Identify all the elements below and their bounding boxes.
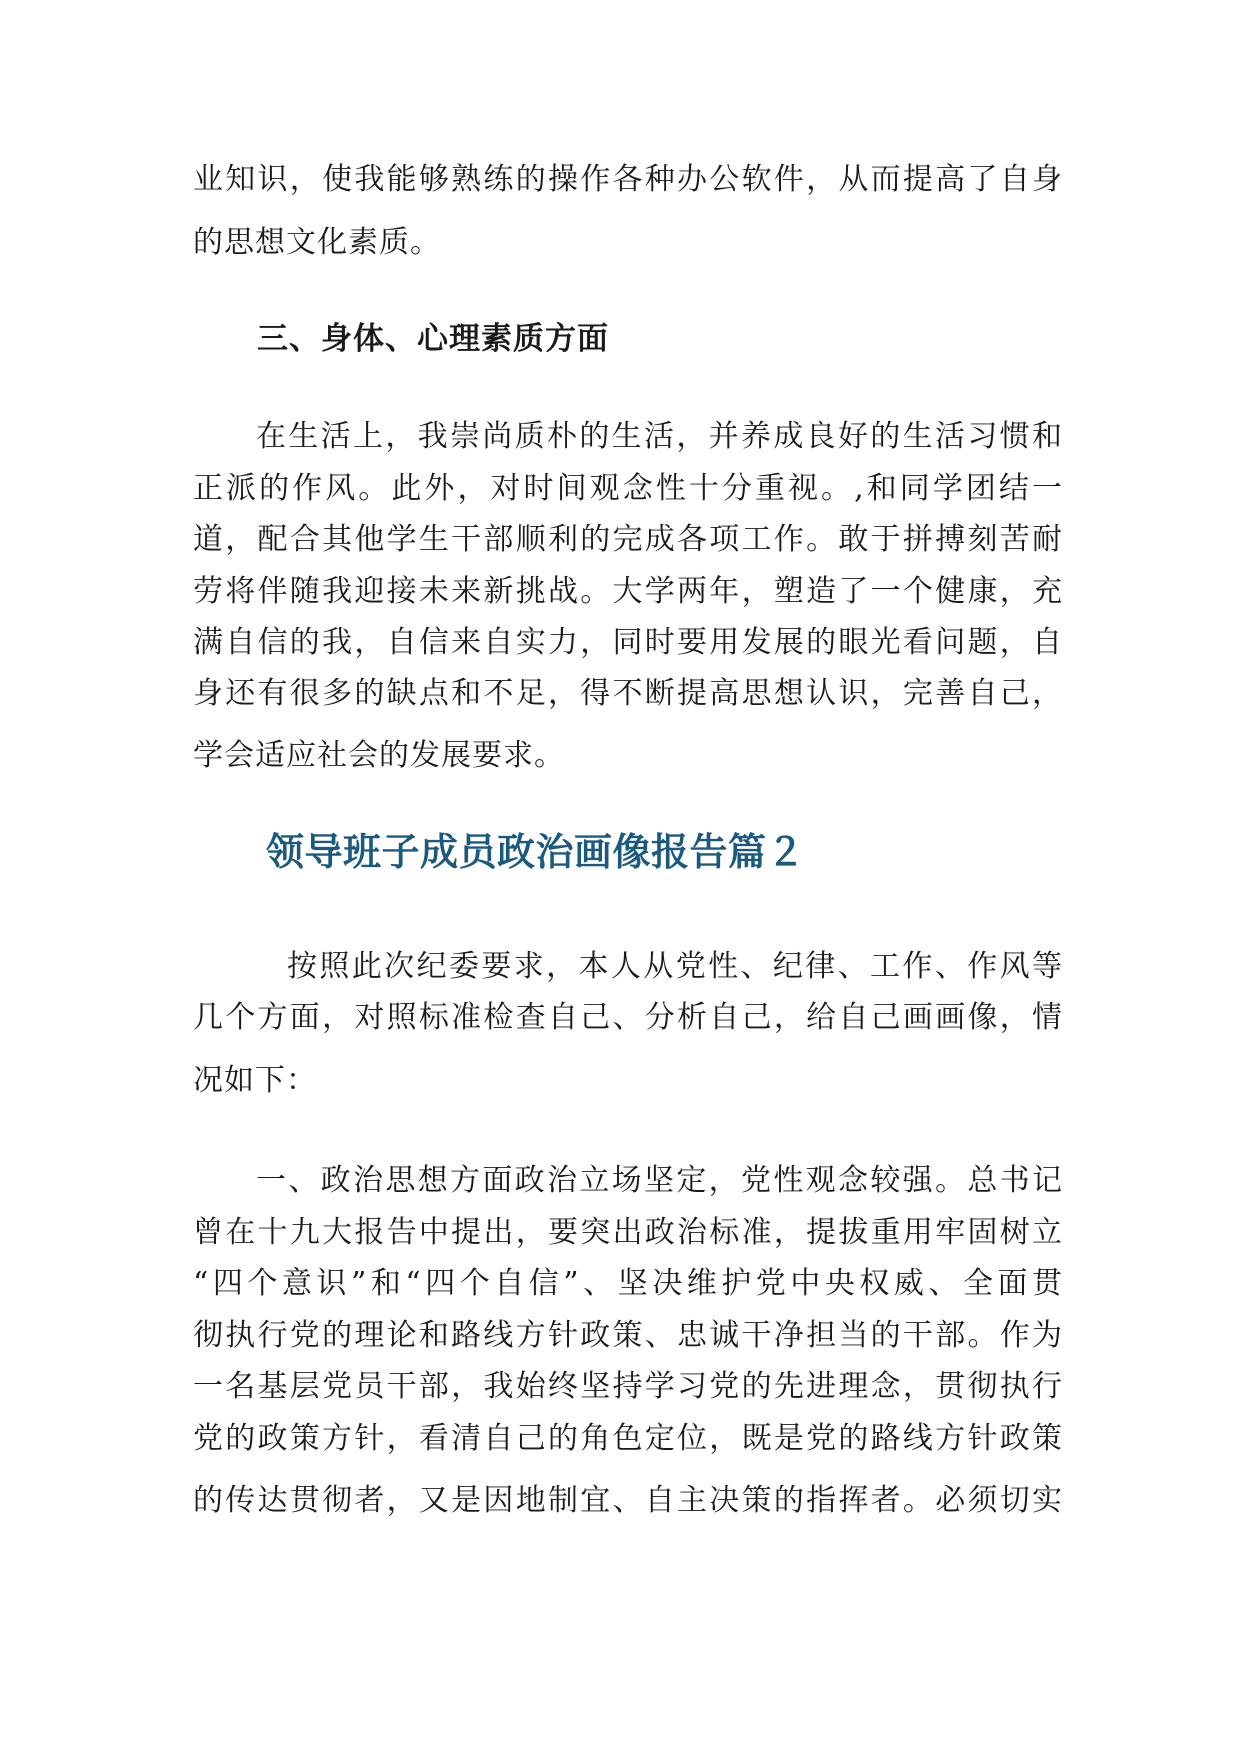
paragraph-line: “四个意识”和“四个自信”、坚决维护党中央权威、全面贯	[193, 1266, 1063, 1301]
paragraph-line: 党的政策方针，看清自己的角色定位，既是党的路线方针政策	[193, 1421, 1063, 1456]
paragraph-line: 在生活上，我崇尚质朴的生活，并养成良好的生活习惯和	[256, 419, 1063, 454]
paragraph-line: 劳将伴随我迎接未来新挑战。大学两年，塑造了一个健康，充	[193, 574, 1063, 609]
paragraph-line: 一、政治思想方面政治立场坚定，党性观念较强。总书记	[256, 1163, 1063, 1198]
paragraph-line: 的传达贯彻者，又是因地制宜、自主决策的指挥者。必须切实	[193, 1483, 1063, 1518]
paragraph-line: 况如下：	[193, 1063, 317, 1098]
section-heading: 三、身体、心理素质方面	[257, 321, 609, 357]
paragraph-line: 的思想文化素质。	[193, 225, 441, 260]
paragraph-line: 道，配合其他学生干部顺利的完成各项工作。敢于拼搏刻苦耐	[193, 522, 1063, 557]
paragraph-line: 正派的作风。此外，对时间观念性十分重视。,和同学团结一	[193, 471, 1063, 506]
paragraph-line: 一名基层党员干部，我始终坚持学习党的先进理念，贯彻执行	[193, 1369, 1063, 1404]
paragraph-line: 身还有很多的缺点和不足，得不断提高思想认识，完善自己，	[193, 676, 1063, 711]
article-title: 领导班子成员政治画像报告篇２	[266, 829, 806, 874]
paragraph-line: 按照此次纪委要求，本人从党性、纪律、工作、作风等	[287, 949, 1063, 984]
paragraph-line: 学会适应社会的发展要求。	[193, 738, 565, 773]
paragraph-line: 业知识，使我能够熟练的操作各种办公软件，从而提高了自身	[193, 162, 1063, 197]
paragraph-line: 几个方面，对照标准检查自己、分析自己，给自己画画像，情	[193, 1000, 1063, 1035]
paragraph-line: 彻执行党的理论和路线方针政策、忠诚干净担当的干部。作为	[193, 1318, 1063, 1353]
paragraph-line: 满自信的我，自信来自实力，同时要用发展的眼光看问题，自	[193, 625, 1063, 660]
paragraph-line: 曾在十九大报告中提出，要突出政治标准，提拔重用牢固树立	[193, 1215, 1063, 1250]
